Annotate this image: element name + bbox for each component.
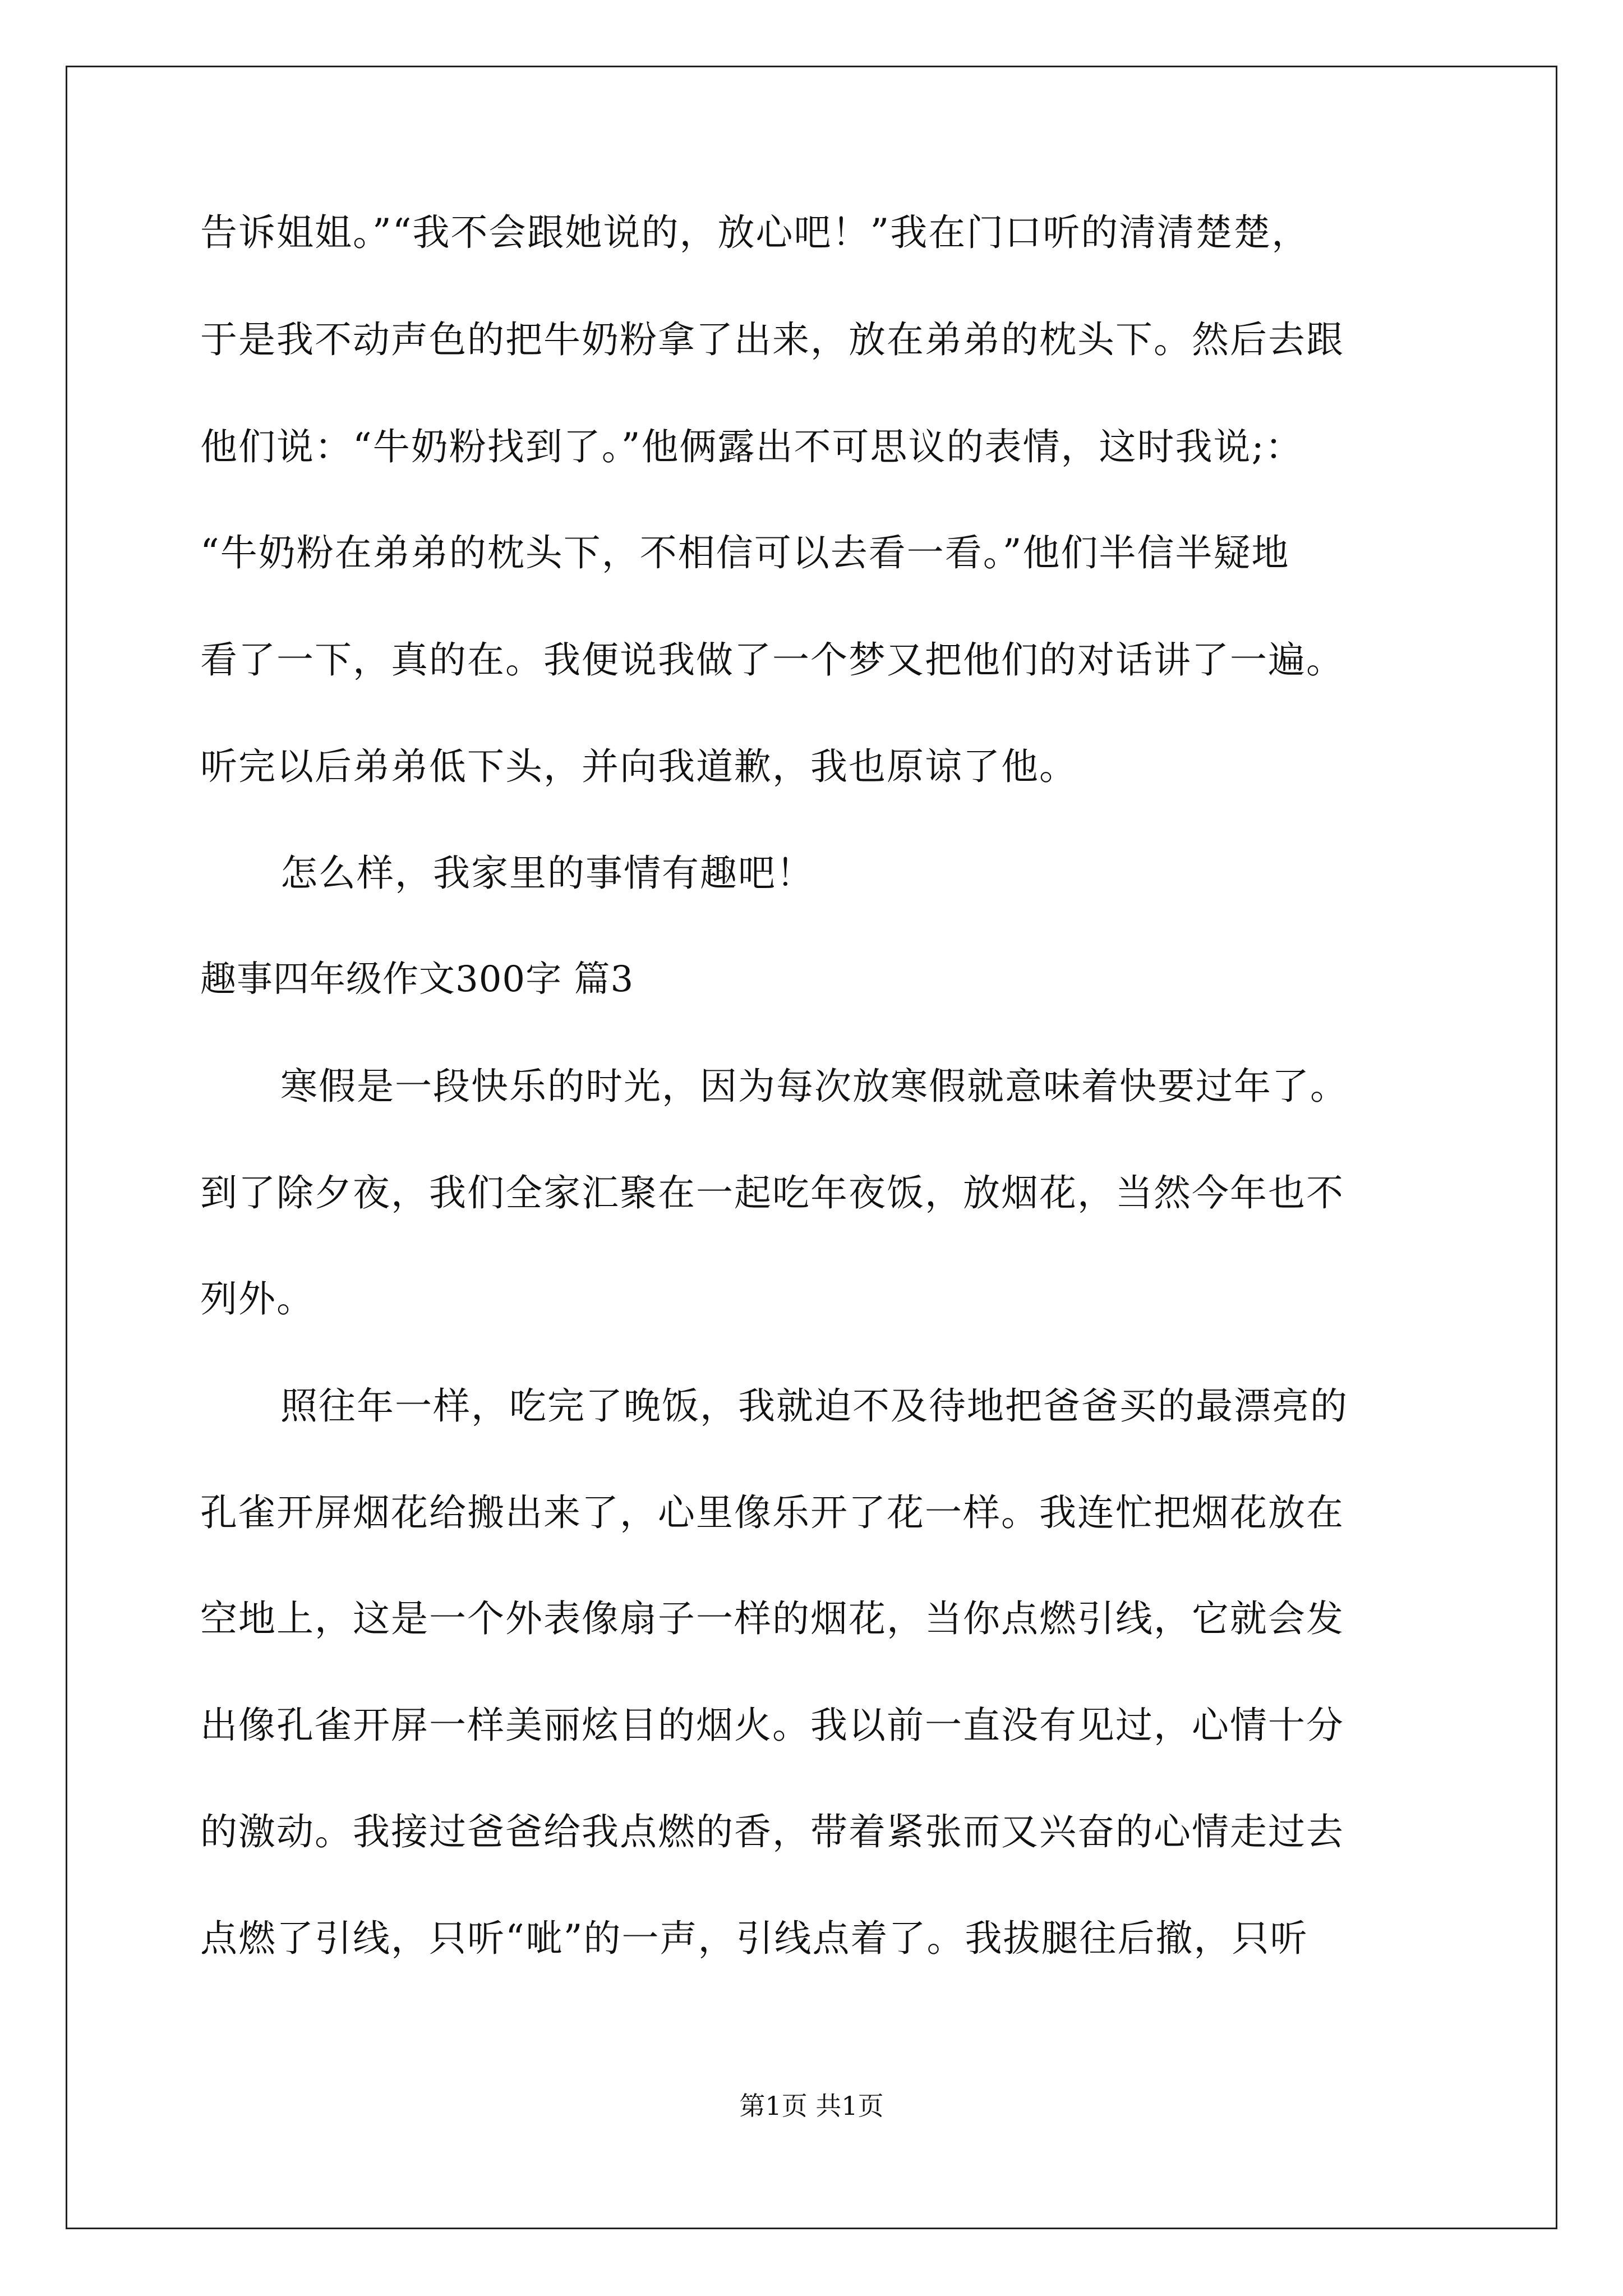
page-footer: 第1页 共1页: [739, 2091, 884, 2121]
text-line: 的激动。我接过爸爸给我点燃的香，带着紧张而又兴奋的心情走过去: [200, 1810, 1344, 1853]
text-line: 他们说：“牛奶粉找到了。”他俩露出不可思议的表情，这时我说;：: [200, 425, 1303, 468]
text-line: 点燃了引线，只听“呲”的一声，引线点着了。我拔腿往后撤，只听: [200, 1917, 1308, 1960]
text-line: 听完以后弟弟低下头，并向我道歉，我也原谅了他。: [200, 745, 1077, 788]
section-heading: 趣事四年级作文300字 篇3: [200, 959, 634, 1000]
text-line: 照往年一样，吃完了晚饭，我就迫不及待地把爸爸买的最漂亮的: [280, 1384, 1348, 1428]
text-line: 怎么样，我家里的事情有趣吧！: [280, 852, 814, 895]
text-line: 到了除夕夜，我们全家汇聚在一起吃年夜饭，放烟花，当然今年也不: [200, 1171, 1344, 1214]
text-line: 空地上，这是一个外表像扇子一样的烟花，当你点燃引线，它就会发: [200, 1597, 1344, 1640]
text-line: 列外。: [200, 1277, 315, 1320]
text-line: 看了一下，真的在。我便说我做了一个梦又把他们的对话讲了一遍。: [200, 638, 1344, 682]
text-line: 告诉姐姐。”“我不会跟她说的，放心吧！”我在门口听的清清楚楚，: [200, 211, 1310, 254]
text-line: “牛奶粉在弟弟的枕头下，不相信可以去看一看。”他们半信半疑地: [200, 531, 1290, 574]
text-line: 孔雀开屏烟花给搬出来了，心里像乐开了花一样。我连忙把烟花放在: [200, 1491, 1344, 1534]
page-border: [66, 66, 1557, 2229]
text-line: 寒假是一段快乐的时光，因为每次放寒假就意味着快要过年了。: [280, 1065, 1348, 1108]
text-line: 出像孔雀开屏一样美丽炫目的烟火。我以前一直没有见过，心情十分: [200, 1704, 1344, 1747]
text-line: 于是我不动声色的把牛奶粉拿了出来，放在弟弟的枕头下。然后去跟: [200, 318, 1344, 361]
